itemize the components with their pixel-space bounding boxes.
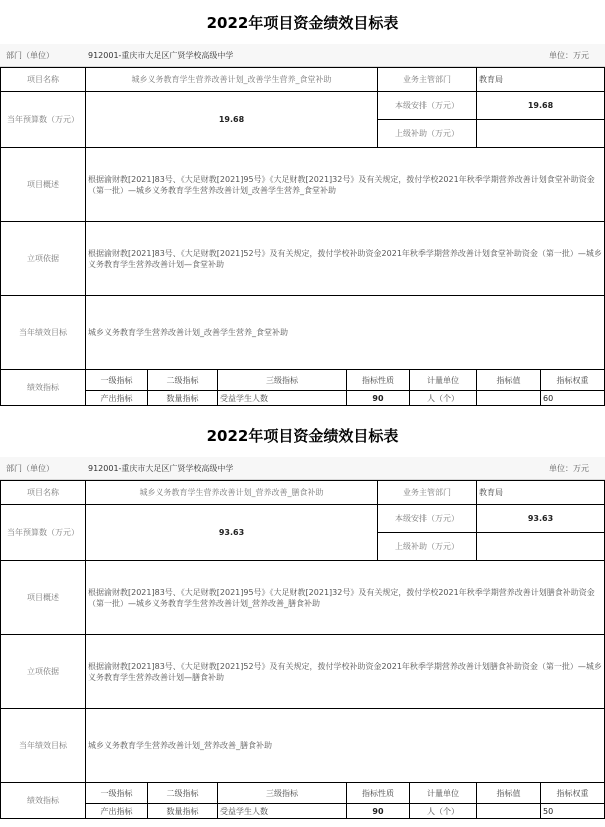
- ind-header: 指标值: [477, 370, 541, 391]
- basis-label: 立项依据: [1, 635, 86, 709]
- ind-cell: 90: [347, 391, 410, 406]
- category-label: 业务主管部门: [378, 68, 477, 92]
- ind-cell: [477, 804, 541, 819]
- target-table: [0, 480, 605, 819]
- unit-name: 912001-重庆市大足区广贤学校高级中学: [88, 51, 234, 60]
- ind-header: 计量单位: [410, 783, 477, 804]
- other-amount-label: 上级补助（万元）: [378, 120, 477, 148]
- goal-label: 当年绩效目标: [1, 296, 86, 370]
- ind-cell: 产出指标: [86, 391, 148, 406]
- category-value: 教育局: [477, 68, 605, 92]
- ind-cell: 受益学生人数: [218, 804, 347, 819]
- unit-prefix: 部门（单位）: [6, 51, 54, 60]
- ind-cell: 受益学生人数: [218, 391, 347, 406]
- own-amount-label: 本级安排（万元）: [378, 505, 477, 533]
- summary-text: 根据渝财教[2021]83号、《大足财教[2021]95号》《大足财教[2021]32号》及有关规定，拨付学校2021年秋季学期营养改善计划食堂补助资金（第一批）—城乡义务教育学生营养改善计划_改善学生营养_食堂补助: [86, 148, 605, 222]
- own-amount: 93.63: [477, 505, 605, 533]
- budget-label: 当年预算数（万元）: [1, 505, 86, 561]
- ind-header: 指标权重: [541, 370, 605, 391]
- ind-header: 指标性质: [347, 370, 410, 391]
- sheet-title: 2022年项目资金绩效目标表: [0, 413, 605, 458]
- ind-cell: 数量指标: [148, 391, 218, 406]
- ind-header: 二级指标: [148, 783, 218, 804]
- unit-info-bar: [0, 457, 605, 480]
- unit-name: 912001-重庆市大足区广贤学校高级中学: [88, 464, 234, 473]
- own-amount-label: 本级安排（万元）: [378, 92, 477, 120]
- ind-header: 二级指标: [148, 370, 218, 391]
- project-name-label: 项目名称: [1, 68, 86, 92]
- other-amount: [477, 533, 605, 561]
- sheet-title: 2022年项目资金绩效目标表: [0, 0, 605, 45]
- sheet-1: [0, 0, 605, 413]
- ind-header: 指标值: [477, 783, 541, 804]
- ind-cell: [477, 391, 541, 406]
- ind-header: 三级指标: [218, 783, 347, 804]
- goal-label: 当年绩效目标: [1, 709, 86, 783]
- ind-header: 三级指标: [218, 370, 347, 391]
- target-table: [0, 67, 605, 406]
- summary-label: 项目概述: [1, 148, 86, 222]
- ind-header: 一级指标: [86, 370, 148, 391]
- money-unit: 单位：万元: [549, 51, 589, 60]
- basis-text: 根据渝财教[2021]83号、《大足财教[2021]52号》及有关规定，拨付学校补助资金2021年秋季学期营养改善计划膳食补助资金（第一批）—城乡义务教育学生营养改善计划—膳食补助: [86, 635, 605, 709]
- ind-header: 指标权重: [541, 783, 605, 804]
- basis-text: 根据渝财教[2021]83号、《大足财教[2021]52号》及有关规定，拨付学校补助资金2021年秋季学期营养改善计划食堂补助资金（第一批）—城乡义务教育学生营养改善计划—食堂补助: [86, 222, 605, 296]
- goal-text: 城乡义务教育学生营养改善计划_改善学生营养_食堂补助: [86, 296, 605, 370]
- ind-cell: 90: [347, 804, 410, 819]
- budget-total: 93.63: [86, 505, 378, 561]
- money-unit: 单位：万元: [549, 464, 589, 473]
- ind-header: 一级指标: [86, 783, 148, 804]
- basis-label: 立项依据: [1, 222, 86, 296]
- project-name-label: 项目名称: [1, 481, 86, 505]
- category-label: 业务主管部门: [378, 481, 477, 505]
- category-value: 教育局: [477, 481, 605, 505]
- ind-cell: 50: [541, 804, 605, 819]
- ind-header: 指标性质: [347, 783, 410, 804]
- project-name: 城乡义务教育学生营养改善计划_营养改善_膳食补助: [86, 481, 378, 505]
- budget-total: 19.68: [86, 92, 378, 148]
- summary-text: 根据渝财教[2021]83号、《大足财教[2021]95号》《大足财教[2021]32号》及有关规定，拨付学校2021年秋季学期营养改善计划膳食补助资金（第一批）—城乡义务教育学生营养改善计划_营养改善_膳食补助: [86, 561, 605, 635]
- own-amount: 19.68: [477, 92, 605, 120]
- other-amount-label: 上级补助（万元）: [378, 533, 477, 561]
- other-amount: [477, 120, 605, 148]
- unit-info-bar: [0, 44, 605, 67]
- ind-cell: 60: [541, 391, 605, 406]
- ind-header: 计量单位: [410, 370, 477, 391]
- summary-label: 项目概述: [1, 561, 86, 635]
- unit-prefix: 部门（单位）: [6, 464, 54, 473]
- indicator-label: 绩效指标: [1, 370, 86, 406]
- goal-text: 城乡义务教育学生营养改善计划_营养改善_膳食补助: [86, 709, 605, 783]
- ind-cell: 产出指标: [86, 804, 148, 819]
- sheet-2: [0, 413, 605, 827]
- ind-cell: 人（个）: [410, 804, 477, 819]
- ind-cell: 数量指标: [148, 804, 218, 819]
- project-name: 城乡义务教育学生营养改善计划_改善学生营养_食堂补助: [86, 68, 378, 92]
- budget-label: 当年预算数（万元）: [1, 92, 86, 148]
- ind-cell: 人（个）: [410, 391, 477, 406]
- indicator-label: 绩效指标: [1, 783, 86, 819]
